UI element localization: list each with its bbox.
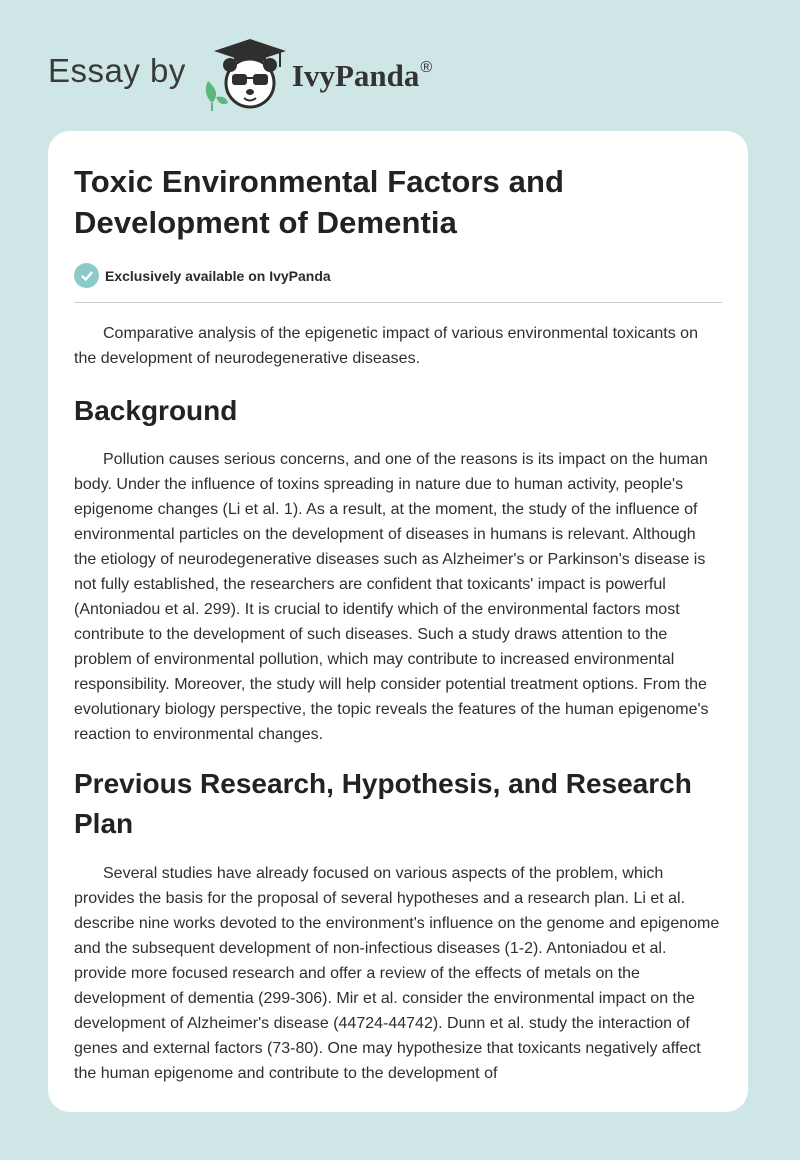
- section-heading-background: Background: [74, 395, 238, 426]
- brand-name: [292, 58, 432, 94]
- article-title: Toxic Environmental Factors and Development of Dementia: [74, 164, 565, 240]
- check-icon: [74, 263, 99, 288]
- site-header: [48, 34, 432, 114]
- brand-text: IvyPanda: [291, 58, 420, 93]
- background-paragraph: Pollution causes serious concerns, and one of the reasons is its impact on the human body. Under the influence of toxins spreading in nature due to human activity, people's epigenome changes (Li et al. 1). As a result, at the moment, the study of the influence of environmental particles on the development of diseases in humans is relevant. Although the etiology of neurodegenerative diseases such as Alzheimer's or Parkinson's disease is not fully established, the researchers are confident that toxicants' impact is powerful (Antoniadou et al. 299). It is crucial to identify which of the environmental factors most contribute to the development of such diseases. Such a study draws attention to the problem of environmental pollution, which may contribute to increased environmental responsibility. Moreover, the study will help consider potential treatment options. From the evolutionary biology perspective, the topic reveals the features of the human epigenome's reaction to environmental changes.: [74, 451, 709, 743]
- exclusive-label: Exclusively available on IvyPanda: [105, 267, 331, 284]
- exclusive-badge: [74, 263, 722, 303]
- essay-by-label: Essay by: [48, 52, 186, 89]
- previous-research-paragraph: Several studies have already focused on various aspects of the problem, which provides the basis for the proposal of several hypotheses and a research plan. Li et al. describe nine works devoted to the environment's influence on the genome and epigenome and the subsequent development of non-infectious diseases (1-2). Antoniadou et al. provide more focused research and offer a review of the effects of metals on the development of dementia (299-306). Mir et al. consider the environmental impact on the development of Alzheimer's disease (44724-44742). Dunn et al. study the interaction of genes and external factors (73-80). One may hypothesize that toxicants negatively affect the human epigenome and contribute to the development of: [74, 865, 720, 1082]
- panda-logo-icon: [200, 37, 288, 111]
- section-heading-previous-research: Previous Research, Hypothesis, and Research Plan: [74, 768, 692, 839]
- intro-paragraph: Comparative analysis of the epigenetic impact of various environmental toxicants on the development of neurodegenerative diseases.: [74, 325, 698, 367]
- article-card: [48, 131, 748, 1112]
- registered-mark: ®: [420, 59, 433, 76]
